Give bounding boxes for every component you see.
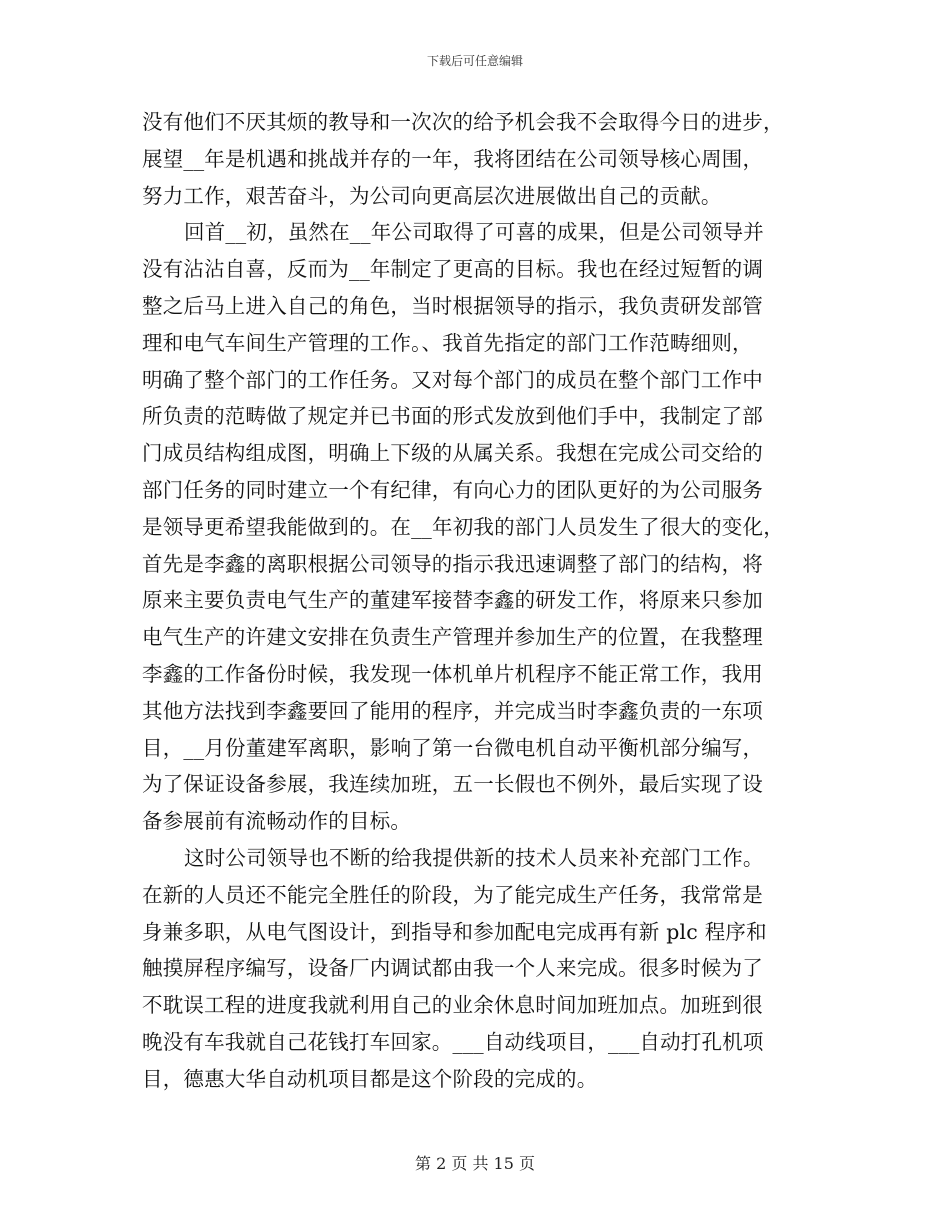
page-header: 下载后可任意编辑 xyxy=(426,54,523,68)
text-line: 部门任务的同时建立一个有纪律，有向心力的团队更好的为公司服务 xyxy=(142,477,763,502)
text-line: 目，德惠大华自动机项目都是这个阶段的完成的。 xyxy=(142,1066,598,1091)
text-line: 在新的人员还不能完全胜任的阶段，为了能完成生产任务，我常常是 xyxy=(142,882,763,907)
paragraph-2 xyxy=(142,214,802,840)
paragraph-1 xyxy=(142,104,802,214)
text-line: 为了保证设备参展，我连续加班，五一长假也不例外，最后实现了设 xyxy=(142,772,763,797)
text-line: 其他方法找到李鑫要回了能用的程序，并完成当时李鑫负责的一东项 xyxy=(142,698,763,723)
text-line: 没有沾沾自喜，反而为__年制定了更高的目标。我也在经过短暂的调 xyxy=(142,257,764,282)
text-line: 首先是李鑫的离职根据公司领导的指示我迅速调整了部门的结构，将 xyxy=(142,551,763,576)
text-line: 回首__初，虽然在__年公司取得了可喜的成果，但是公司领导并 xyxy=(184,220,764,245)
text-line: 门成员结构组成图，明确上下级的从属关系。我想在完成公司交给的 xyxy=(142,441,763,466)
text-line: 目，__月份董建军离职，影响了第一台微电机自动平衡机部分编写， xyxy=(142,735,764,760)
text-line: 触摸屏程序编写，设备厂内调试都由我一个人来完成。很多时候为了 xyxy=(142,956,763,981)
text-line: 李鑫的工作备份时候，我发现一体机单片机程序不能正常工作，我用 xyxy=(142,661,763,686)
text-line: 这时公司领导也不断的给我提供新的技术人员来补充部门工作。 xyxy=(184,845,764,870)
text-line: 努力工作，艰苦奋斗，为公司向更高层次进展做出自己的贡献。 xyxy=(142,183,722,208)
text-line: 不耽误工程的进度我就利用自己的业余休息时间加班加点。加班到很 xyxy=(142,993,763,1018)
text-line: 晚没有车我就自己花钱打车回家。___自动线项目，___自动打孔机项 xyxy=(142,1029,764,1054)
text-line: 展望__年是机遇和挑战并存的一年，我将团结在公司领导核心周围， xyxy=(142,146,764,171)
text-line: 电气生产的许建文安排在负责生产管理并参加生产的位置，在我整理 xyxy=(142,625,763,650)
text-line: 是领导更希望我能做到的。在__年初我的部门人员发生了很大的变化， xyxy=(142,514,784,539)
text-line: 原来主要负责电气生产的董建军接替李鑫的研发工作，将原来只参加 xyxy=(142,588,763,613)
text-line: 理和电气车间生产管理的工作。、我首先指定的部门工作范畴细则， xyxy=(142,330,753,355)
text-line: 所负责的范畴做了规定并已书面的形式发放到他们手中，我制定了部 xyxy=(142,404,763,429)
text-line: 明确了整个部门的工作任务。又对每个部门的成员在整个部门工作中 xyxy=(142,367,763,392)
paragraph-3 xyxy=(142,840,802,1098)
text-line: 整之后马上进入自己的角色，当时根据领导的指示，我负责研发部管 xyxy=(142,293,763,318)
page-footer: 第 2 页 共 15 页 xyxy=(415,1154,535,1173)
document-body xyxy=(142,104,802,1098)
text-line: 备参展前有流畅动作的目标。 xyxy=(142,809,412,834)
text-line: 没有他们不厌其烦的教导和一次次的给予机会我不会取得今日的进步， xyxy=(142,110,784,134)
text-line: 身兼多职，从电气图设计，到指导和参加配电完成再有新 plc 程序和 xyxy=(142,919,767,944)
